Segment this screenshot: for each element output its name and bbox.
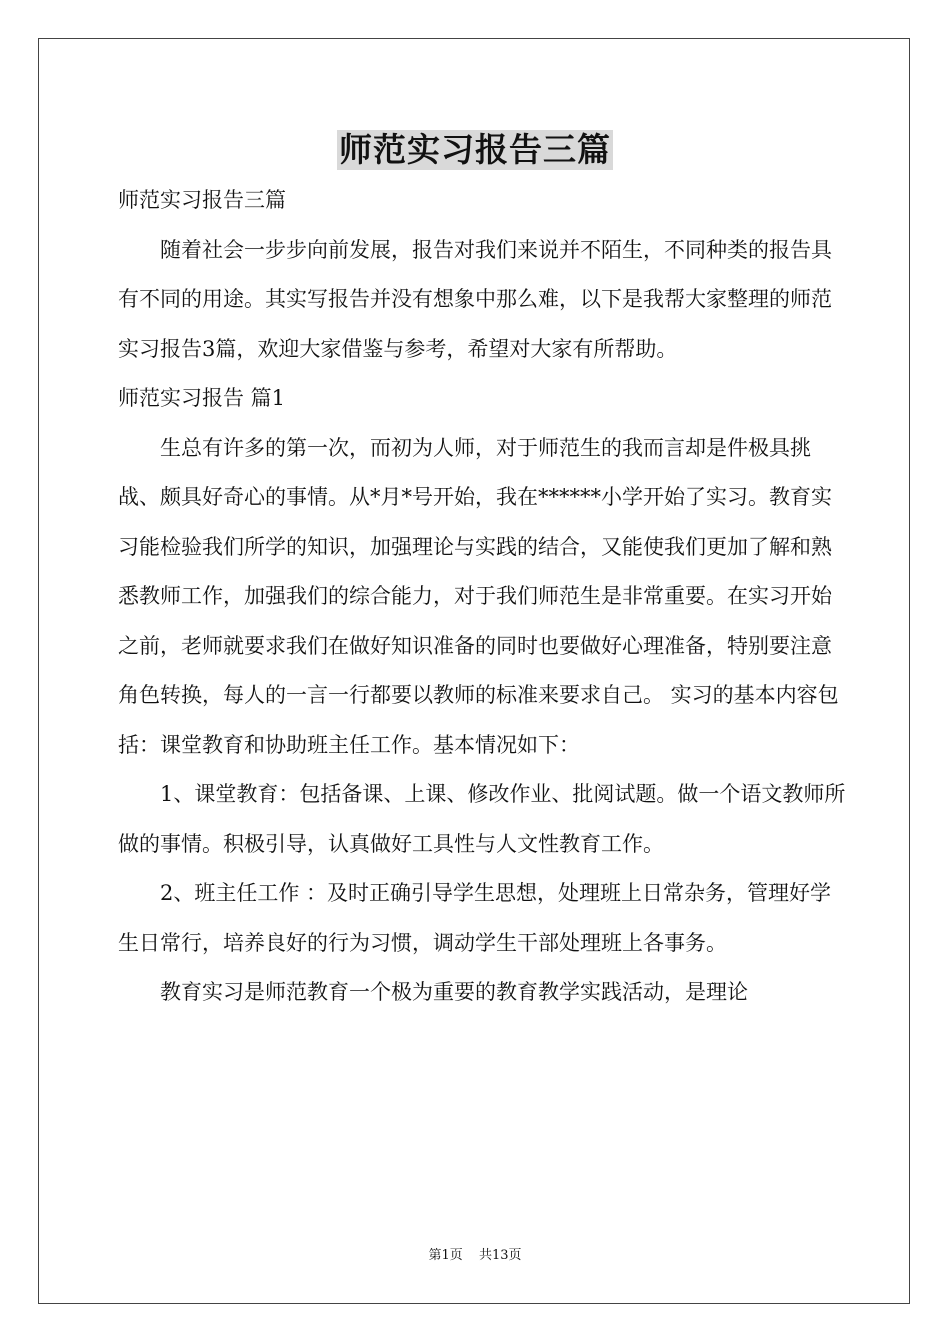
list-item: 1、课堂教育：包括备课、上课、修改作业、批阅试题。做一个语文教师所做的事情。积极引导，认真做好工具性与人文性教育工作。 (118, 782, 846, 856)
section-heading: 师范实习报告 篇1 (118, 386, 286, 410)
list-item: 2、班主任工作 ：及时正确引导学生思想，处理班上日常杂务，管理好学生日常行，培养良好的行为习惯，调动学生干部处理班上各事务。 (118, 881, 832, 955)
page-footer (0, 1244, 950, 1263)
intro-paragraph: 随着社会一步步向前发展，报告对我们来说并不陌生，不同种类的报告具有不同的用途。其实写报告并没有想象中那么难，以下是我帮大家整理的师范实习报告3篇，欢迎大家借鉴与参考，希望对大家有所帮助。 (118, 237, 832, 361)
page-total: 共13页 (478, 1248, 522, 1263)
body-paragraph: 教育实习是师范教育一个极为重要的教育教学实践活动，是理论 (160, 980, 748, 1004)
document-body (118, 176, 846, 1018)
document-title: 师范实习报告三篇 (339, 130, 611, 169)
subtitle-line: 师范实习报告三篇 (118, 188, 286, 212)
body-paragraph: 生总有许多的第一次，而初为人师，对于师范生的我而言却是件极具挑战、颇具好奇心的事情。从*月*号开始，我在******小学开始了实习。教育实习能检验我们所学的知识，加强理论与实践的结合，又能使我们更加了解和熟悉教师工作，加强我们的综合能力，对于我们师范生是非常重要。在实习开始之前，老师就要求我们在做好知识准备的同时也要做好心理准备，特别要注意角色转换，每人的一言一行都要以教师的标准来要求自己。 实习的基本内容包括：课堂教育和协助班主任工作。基本情况如下： (118, 435, 839, 757)
page-number: 第1页 (428, 1248, 463, 1263)
document-title-wrap (0, 130, 950, 174)
